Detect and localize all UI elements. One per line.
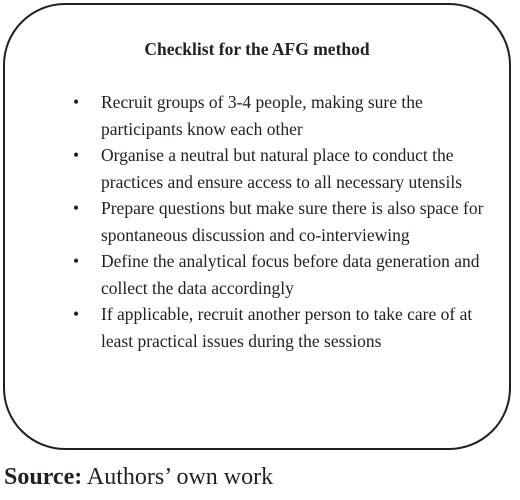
checklist-item [73,142,493,195]
checklist-title: Checklist for the AFG method [144,39,370,59]
checklist-item-text: Recruit groups of 3-4 people, making sure the participants know each other [101,92,423,139]
checklist-item-text: Organise a neutral but natural place to conduct the practices and ensure access to all necessary utensils [101,145,463,192]
bullet-icon: • [73,198,80,218]
checklist [73,89,493,354]
bullet-icon: • [73,251,80,271]
checklist-item-text: Define the analytical focus before data generation and collect the data accordingly [101,251,480,298]
checklist-item [73,195,493,248]
source-label: Source: [4,464,83,490]
checklist-item [73,248,493,301]
checklist-item-text: If applicable, recruit another person to take care of at least practical issues during the sessions [101,304,473,351]
bullet-icon: • [73,145,80,165]
bullet-icon: • [73,92,80,112]
checklist-item [73,301,493,354]
checklist-item [73,89,493,142]
bullet-icon: • [73,304,80,324]
checklist-item-text: Prepare questions but make sure there is also space for spontaneous discussion and co-interviewing [101,198,484,245]
source-text: Authors’ own work [86,464,274,490]
checklist-box [3,3,511,450]
source-note [4,462,273,492]
